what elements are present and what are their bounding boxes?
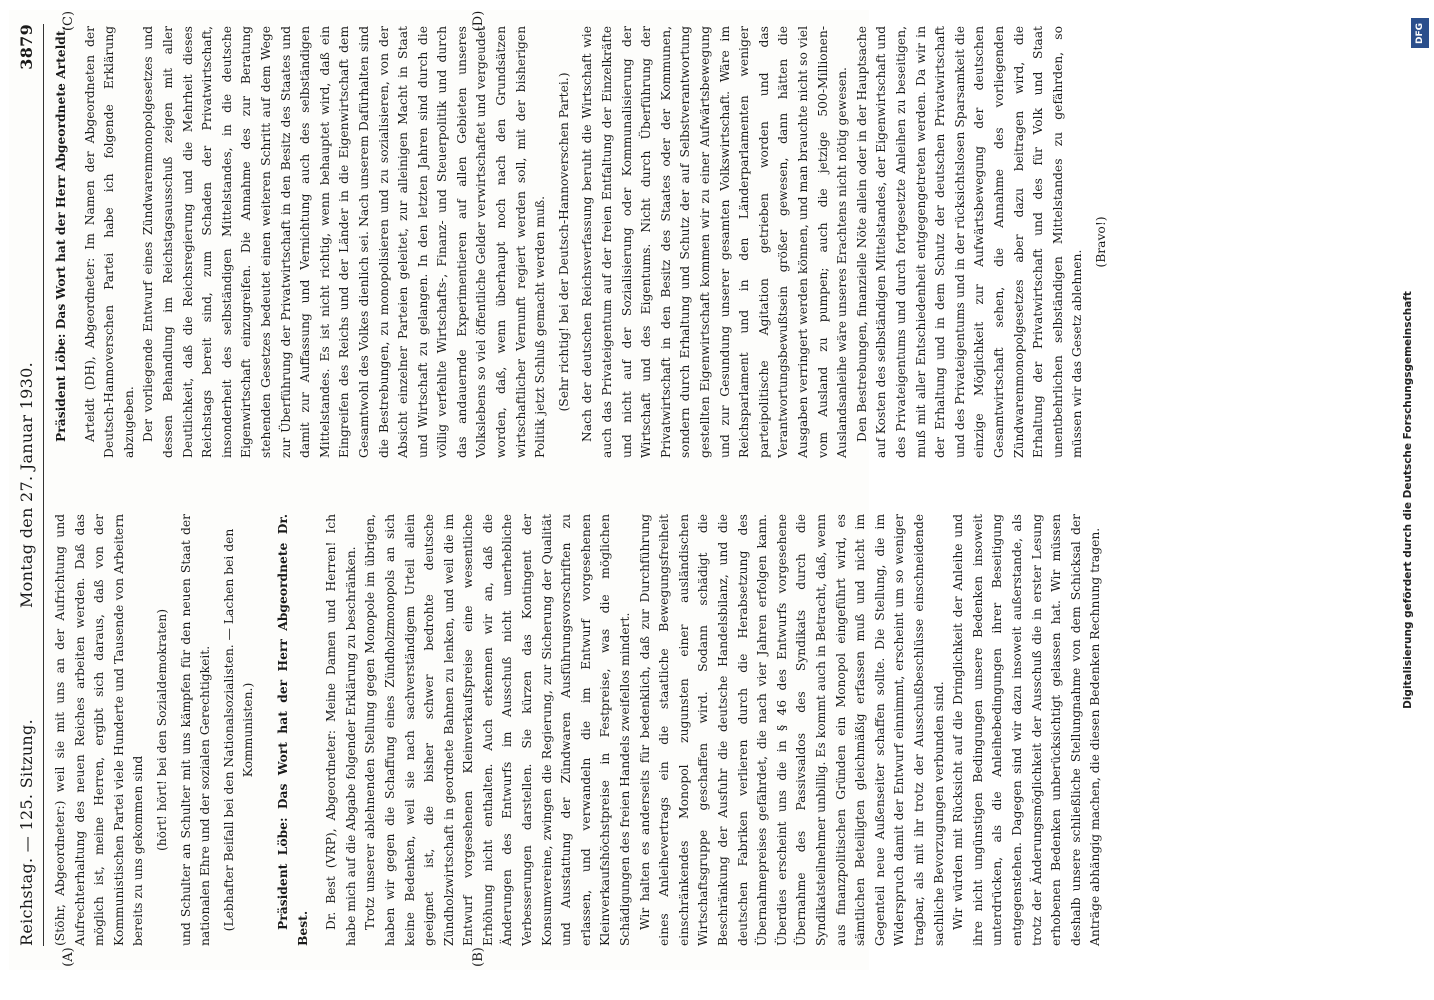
interjection: (Bravo!) xyxy=(1093,216,1108,268)
interjection: (Lebhafter Beifall bei den Nationalsozialisten. — Lachen bei den Kommunisten.) xyxy=(221,528,256,932)
paragraph: Trotz unserer ablehnenden Stellung gegen Monopole im übrigen, haben wir gegen die Schaffung eines Zündholzmonopols an sich keine Bedenken, weil sie nach sachverständigem Urteil allein geeignet ist, die bisher schwer bedrohte deutsche Zündholzwirtschaft in geordnete Bahnen zu lenken, und weil die im Entwurf vorgesehenen Kleinverkaufspreise eine wesentliche Erhöhung nicht enthalten. Auch erkennen wir an, daß die Änderungen des Entwurfs im Ausschuß nicht unerhebliche Verbesserungen darstellen. Sie kürzen das Kontingent der Konsumvereine, zwingen die Regierung, zur Sicherung der Qualität und Ausstattung der Zündwaren Ausführungsvorschriften zu erlassen, und verwandeln die im Entwurf vorgesehenen Kleinverkaufshöchstpreise in Festpreise, was die möglichen Schädigungen des freien Handels zweifellos mindert. xyxy=(363,514,633,946)
margin-marker-c: (C) xyxy=(61,10,76,32)
paragraph: (Stöhr, Abgeordneter:) weil sie mit uns an der Aufrichtung und Aufrechterhaltung des neuen Reiches arbeiten werden. Daß das möglich ist, meine Herren, ergibt sich daraus, daß von der Kommunistischen Partei viele Hunderte und Tausende von Arbeitern bereits zu uns gekommen sind xyxy=(53,514,146,946)
page-number: 3879 xyxy=(17,24,36,70)
interjection: (hört! hört! bei den Sozialdemokraten) xyxy=(154,608,169,852)
speaker-announcement: Präsident Löbe: Das Wort hat der Herr Abgeordnete Dr. Best. xyxy=(274,514,310,946)
paragraph: Der vorliegende Entwurf eines Zündwarenmonopolgesetzes und dessen Behandlung im Reichstagsausschuß zeigen mit aller Deutlichkeit, daß die Reichsregierung und die Mehrheit dieses Reichstags bereit sind, zum Schaden der Privatwirtschaft, insonderheit des selbständigen Mittelstandes, in die deutsche Eigenwirtschaft einzugreifen. Die Annahme des zur Beratung stehenden Gesetzes bedeutet einen weiteren Schritt auf dem Wege zur Überführung der Privatwirtschaft in den Besitz des Staates und damit zur Auffassung und Vernichtung auch des selbständigen Mittelstandes. Es ist nicht richtig, wenn behauptet wird, daß ein Eingreifen des Reichs und der Länder in die Eigenwirtschaft dem Gesamtwohl des Volkes dienlich sei. Nach unserem Dafürhalten sind die Bestrebungen, zu monopolisieren und zu sozialisieren, von der Absicht einzelner Parteien geleitet, zur alleinigen Macht in Staat und Wirtschaft zu gelangen. In den letzten Jahren sind durch die völlig verfehlte Wirtschafts-, Finanz- und Steuerpolitik und durch das andauernde Experimentieren auf allen Gebieten unseres Volkslebens so viel öffentliche Gelder verwirtschaftet und vergeudet worden, daß, wenn überhaupt noch nach den Grundsätzen wirtschaftlicher Vernunft regiert werden soll, mit der bisherigen Politik jetzt Schluß gemacht werden muß. xyxy=(141,26,548,458)
speaker-announcement: Präsident Löbe: Das Wort hat der Herr Abgeordnete Arteldt. xyxy=(53,26,68,442)
paragraph: Nach der deutschen Reichsverfassung beruht die Wirtschaft wie auch das Privateigentum auf der freien Entfaltung der Einzelkräfte und nicht auf der Sozialisierung oder Kommunalisierung der Wirtschaft und des Eigentums. Nicht durch Überführung der Privatwirtschaft in den Besitz des Staates oder der Kommunen, sondern durch Erhaltung und Schutz der auf Selbstverantwortung gestellten Eigenwirtschaft kommen wir zu einer Aufwärtsbewegung und zur Gesundung unserer gesamten Volkswirtschaft. Wäre im Reichsparlament und in den Länderparlamenten weniger parteipolitische Agitation getrieben worden und das Verantwortungsbewußtsein größer gewesen, dann hätten die Ausgaben verringert werden können, und man brauchte nicht so viel vom Ausland zu pumpen; auch die jetzige 500-Millionen-Auslandsanleihe wäre unseres Erachtens nicht nötig gewesen. xyxy=(580,26,850,458)
margin-marker-b: (B) xyxy=(471,947,486,967)
margin-marker-a: (A) xyxy=(61,947,76,967)
header-date: Montag den 27. Januar 1930. xyxy=(17,362,36,608)
left-column xyxy=(51,514,1106,946)
header-rule xyxy=(43,24,44,946)
paragraph: Dr. Best (VRP), Abgeordneter: Meine Damen und Herren! Ich habe mich auf die Abgabe folgender Erklärung zu beschränken. xyxy=(324,514,358,946)
digitization-footer xyxy=(1404,10,1434,990)
paragraph: Arteldt (DH), Abgeordneter: Im Namen der Abgeordneten der Deutsch-Hannoverschen Partei habe ich folgende Erklärung abzugeben. xyxy=(82,26,136,458)
paragraph: und Schulter an Schulter mit uns kämpfen für den neuen Staat der nationalen Ehre und der sozialen Gerechtigkeit. xyxy=(178,514,213,946)
right-column xyxy=(51,26,1115,458)
margin-marker-d: (D) xyxy=(471,10,486,32)
paragraph: Wir halten es anderseits für bedenklich, daß zur Durchführung eines Anleihevertrags ein die staatliche Bewegungsfreiheit einschränkendes Monopol zugunsten einer ausländischen Wirtschaftsgruppe geschaffen wird. Sodann schädigt die Beschränkung der Ausfuhr die deutsche Handelsbilanz, und die deutschen Fabriken verlieren durch die Herabsetzung des Übernahmepreises gefährdet, die nach vier Jahren erfolgen kann. Überdies erscheint uns die in § 46 des Entwurfs vorgesehene Übernahme des Passivsaldos des Syndikats durch die Syndikatsteilnehmer unbillig. Es kommt auch in Betracht, daß, wenn aus finanzpolitischen Gründen ein Monopol eingeführt wird, es sämtlichen Beteiligten gleichmäßig erfassen muß und nicht im Gegenteil neue Außenseiter schaffen sollte. Die Stellung, die im Widerspruch damit der Entwurf einnimmt, erscheint um so weniger tragbar, als mit ihr trotz der Ausschußbeschlüsse einschneidende sachliche Bevorzugungen verbunden sind. xyxy=(637,514,946,946)
paragraph: Wir würden mit Rücksicht auf die Dringlichkeit der Anleihe und ihre nicht ungünstigen Bedingungen unsere Bedenken insoweit unterdrücken, als die Anleihebedingungen ihrer Beseitigung entgegenstehen. Dagegen sind wir dazu insoweit außerstande, als trotz der Änderungsmöglichkeit der Ausschuß die in erster Lesung erhobenen Bedenken unberücksichtigt gelassen hat. Wir müssen deshalb unsere schließliche Stellungnahme von dem Schicksal der Anträge abhängig machen, die diesen Bedenken Rechnung tragen. xyxy=(951,514,1103,946)
funding-notice: Digitalisierung gefördert durch die Deutsche Forschungsgemeinschaft xyxy=(1402,291,1414,709)
header-session: Reichstag. — 125. Sitzung. xyxy=(17,719,36,946)
rotated-document-page xyxy=(9,10,1108,970)
interjection: (Sehr richtig! bei der Deutsch-Hannoverschen Partei.) xyxy=(556,72,571,412)
dfg-logo: DFG xyxy=(1411,18,1429,48)
paragraph: Den Bestrebungen, finanzielle Nöte allein oder in der Hauptsache auf Kosten des selbständigen Mittelstandes, der Eigenwirtschaft und des Privateigentums und durch fortgesetzte Anleihen zu beseitigen, muß mit aller Entschiedenheit entgegengetreten werden. Da wir in der Erhaltung und in dem Schutz der deutschen Privatwirtschaft und des Privateigentums und in der rücksichtslosen Sparsamkeit die einzige Möglichkeit zur Aufwärtsbewegung der deutschen Gesamtwirtschaft sehen, die Annahme des vorliegenden Zündwarenmonopolgesetzes aber dazu beitragen wird, die Erhaltung der Privatwirtschaft und des für Volk und Staat unentbehrlichen selbständigen Mittelstandes zu gefährden, so müssen wir das Gesetz ablehnen. xyxy=(854,26,1085,458)
